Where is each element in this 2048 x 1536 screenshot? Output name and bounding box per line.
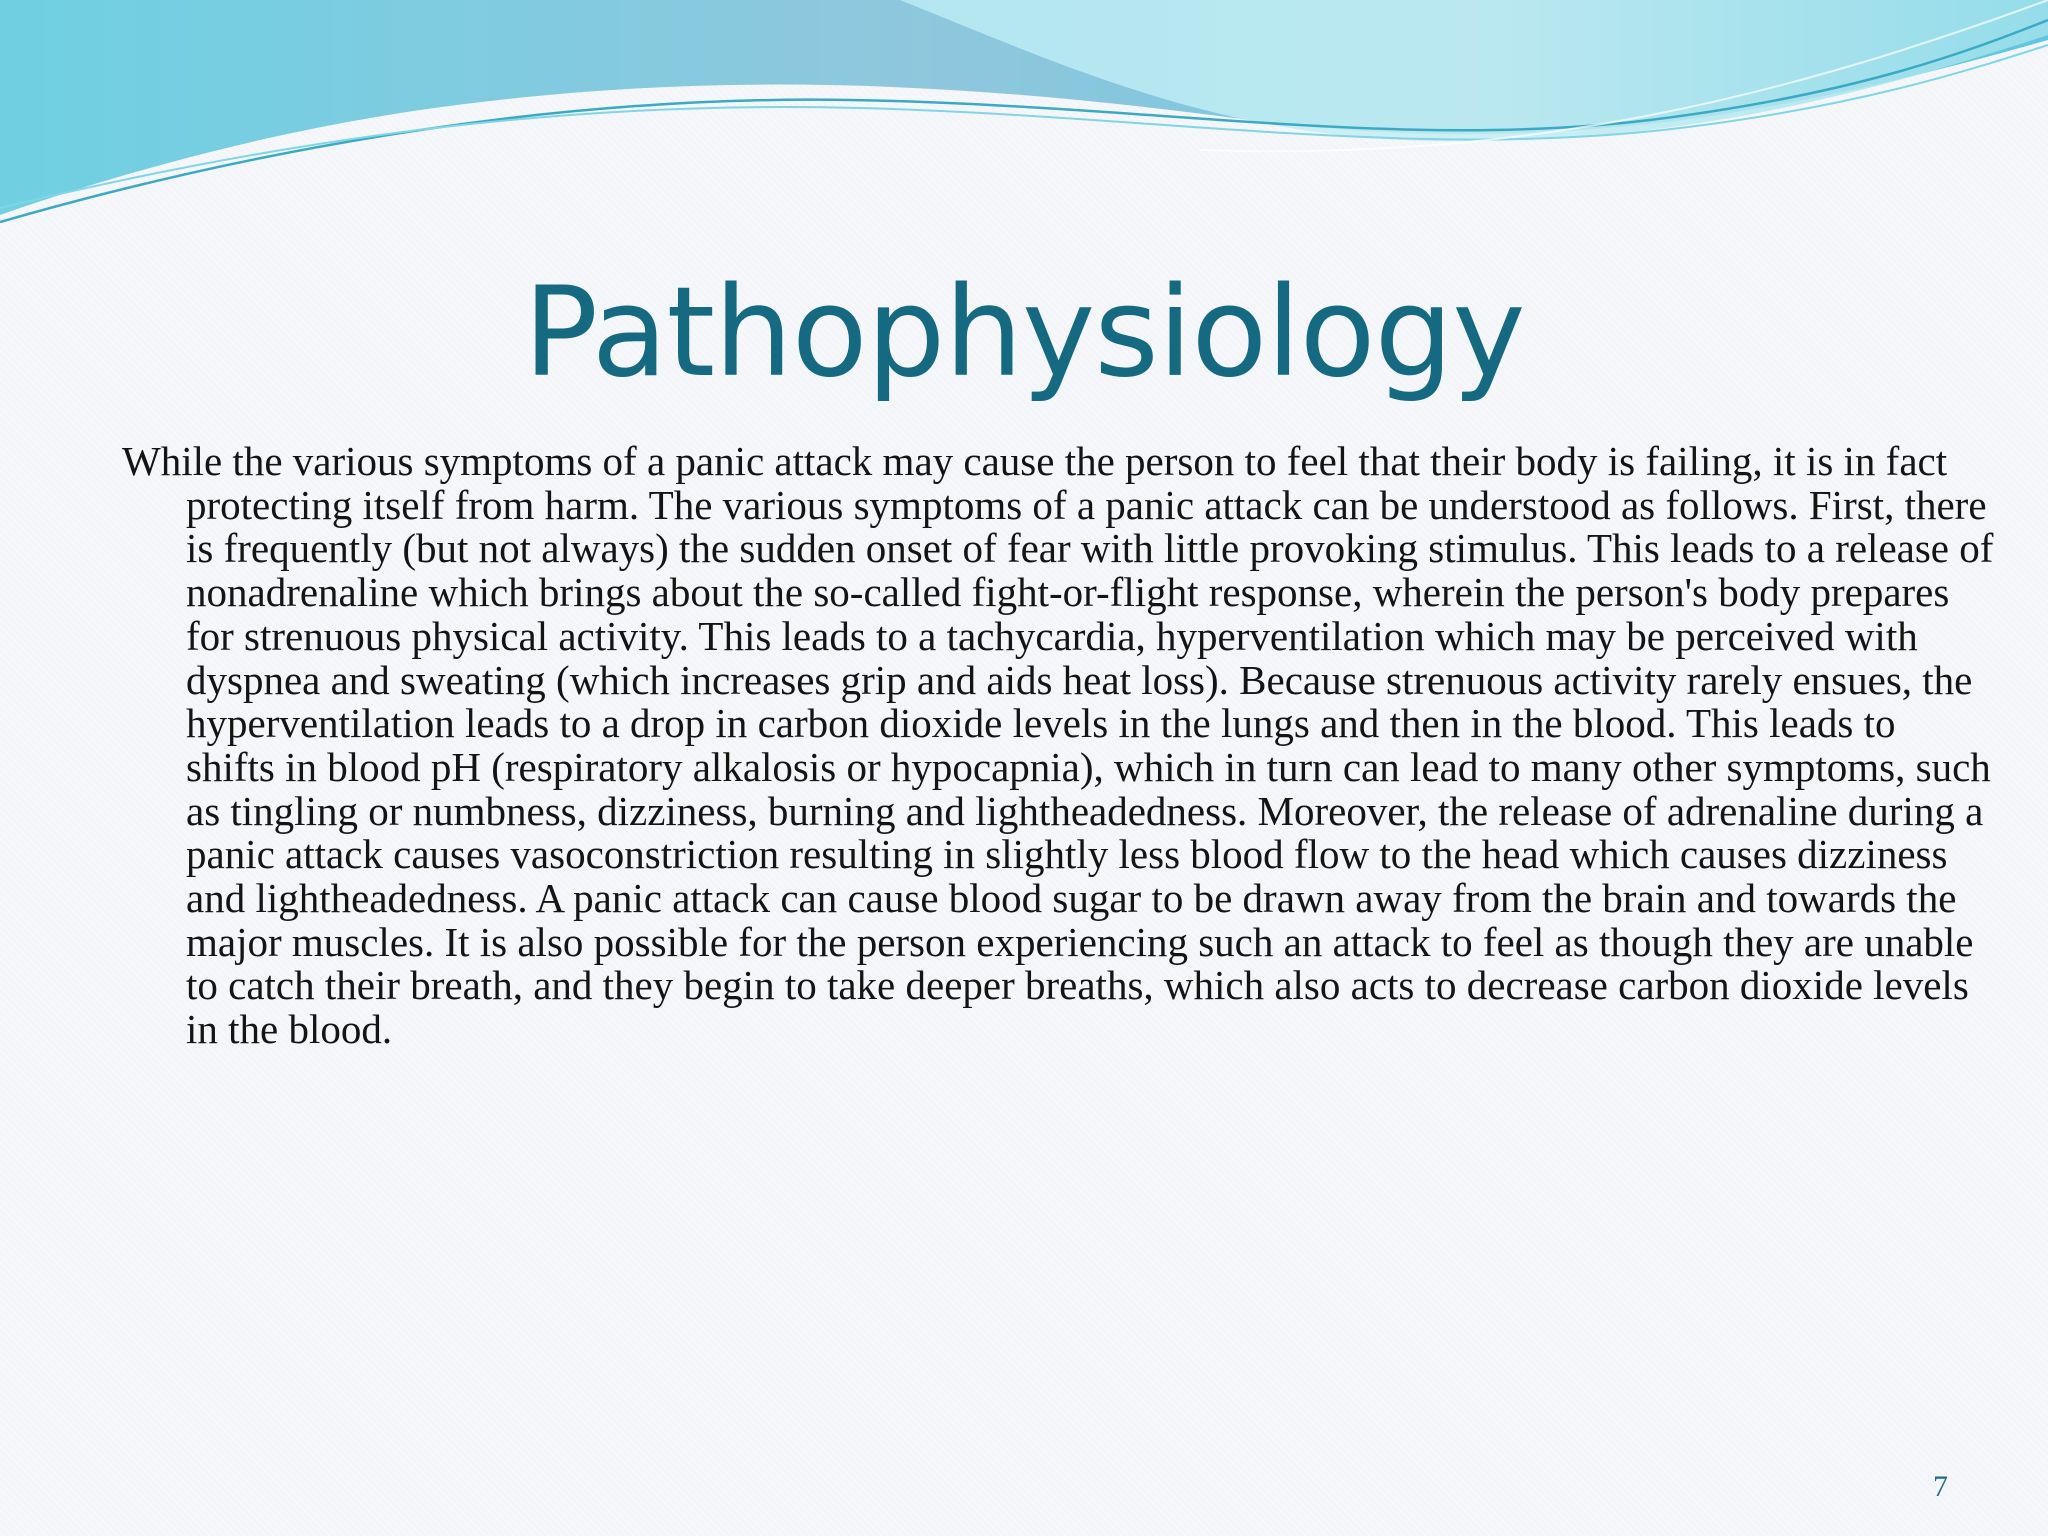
header-wave-decoration [0, 0, 2048, 240]
page-number: 7 [1933, 1470, 1948, 1503]
slide-title: Pathophysiology [523, 261, 1525, 405]
body-paragraph: While the various symptoms of a panic attack may cause the person to feel that their body is failing, it is in fact protecting itself from harm. The various symptoms of a panic attack can be understood as follows. First, there is frequently (but not always) the sudden onset of fear with little provoking stimulus. This leads to a release of nonadrenaline which brings about the so-called fight-or-flight response, wherein the person's body prepares for strenuous physical activity. This leads to a tachycardia, hyperventilation which may be perceived with dyspnea and sweating (which increases grip and aids heat loss). Because strenuous activity rarely ensues, the hyperventilation leads to a drop in carbon dioxide levels in the lungs and then in the blood. This leads to shifts in blood pH (respiratory alkalosis or hypocapnia), which in turn can lead to many other symptoms, such as tingling or numbness, dizziness, burning and lightheadedness. Moreover, the release of adrenaline during a panic attack causes vasoconstriction resulting in slightly less blood flow to the head which causes dizziness and lightheadedness. A panic attack can cause blood sugar to be drawn away from the brain and towards the major muscles. It is also possible for the person experiencing such an attack to feel as though they are unable to catch their breath, and they begin to take deeper breaths, which also acts to decrease carbon dioxide levels in the blood. [122, 438, 1994, 1053]
